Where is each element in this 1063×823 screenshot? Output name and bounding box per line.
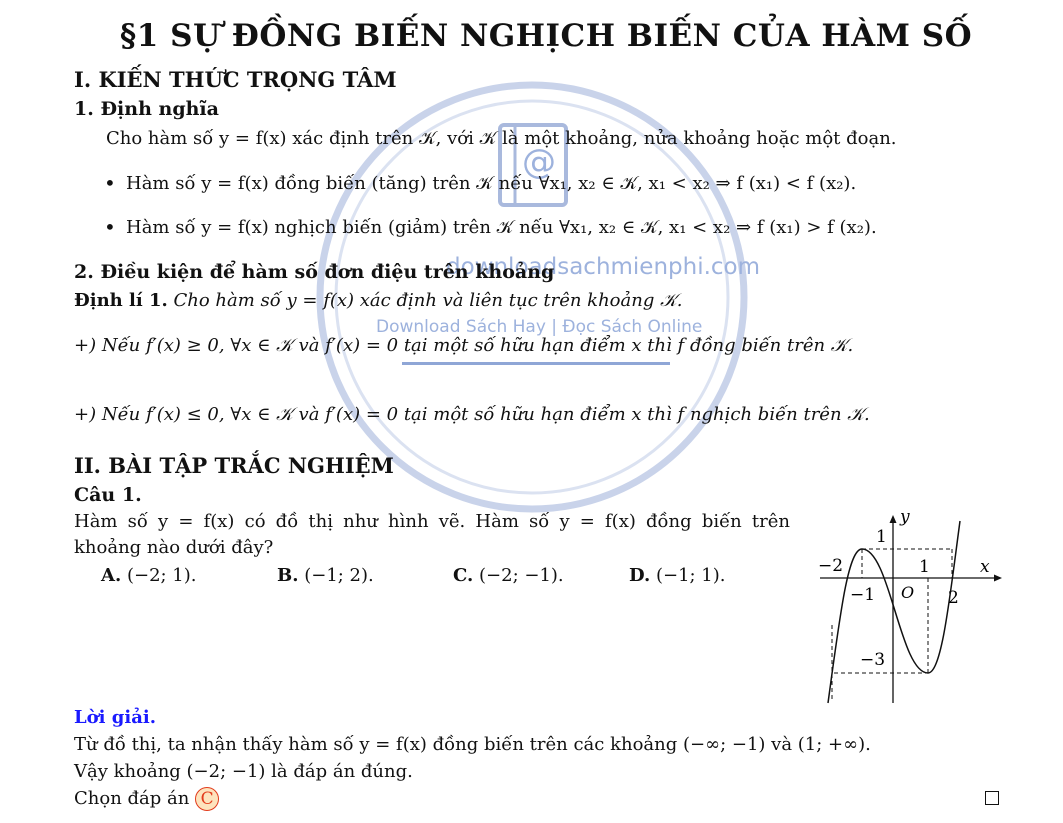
section1-heading: I. KIẾN THỨC TRỌNG TÂM [74,67,397,92]
label-one-x: 1 [919,557,930,577]
option-d-value: (−1; 1). [655,565,726,586]
y-axis-label: y [900,507,910,527]
question-label: Câu 1. [74,484,142,506]
option-c-value: (−2; −1). [479,565,564,586]
solution-label: Lời giải. [74,707,156,728]
option-b-letter: B. [277,565,299,586]
bullet-dot: • [104,171,116,195]
definition-decreasing: Hàm số y = f(x) nghịch biến (giảm) trên 𝒦 nếu ∀x₁, x₂ ∈ 𝒦, x₁ < x₂ ⇒ f (x₁) > f (x₂). [126,217,877,238]
label-two: 2 [948,588,959,608]
solution-text-line1: Từ đồ thị, ta nhận thấy hàm số y = f(x) đồng biến trên các khoảng (−∞; −1) và (1; +∞). [74,734,871,755]
x-axis-label: x [980,557,990,577]
label-one-y: 1 [876,527,887,547]
function-graph [810,505,1010,705]
option-b-value: (−1; 2). [304,565,374,586]
solution-text-line2: Vậy khoảng (−2; −1) là đáp án đúng. [74,761,413,782]
question-text-line2: khoảng nào dưới đây? [74,537,274,558]
y-axis-arrow [890,515,897,523]
option-d-letter: D. [629,565,651,586]
bullet-dot: • [104,215,116,239]
section2-heading: II. BÀI TẬP TRẮC NGHIỆM [74,453,394,478]
answer-badge: C [195,787,219,811]
option-a-value: (−2; 1). [126,565,197,586]
answer-prefix: Chọn đáp án [74,788,190,809]
x-axis-arrow [994,575,1002,582]
watermark-site: downloadsachmienphi.com [446,254,761,280]
option-c-letter: C. [453,565,474,586]
definition-increasing: Hàm số y = f(x) đồng biến (tăng) trên 𝒦 nếu ∀x₁, x₂ ∈ 𝒦, x₁ < x₂ ⇒ f (x₁) < f (x₂). [126,173,857,194]
option-b [277,565,374,586]
function-curve [828,521,960,703]
theorem-condition-increasing: +) Nếu f′(x) ≥ 0, ∀x ∈ 𝒦 và f′(x) = 0 tại một số hữu hạn điểm x thì f đồng biến trên 𝒦. [74,335,854,356]
theorem-text: Cho hàm số y = f(x) xác định và liên tục trên khoảng 𝒦. [173,290,683,311]
origin-label: O [901,583,915,602]
label-minus-one: −1 [850,585,876,605]
option-c [453,565,564,586]
theorem-label: Định lí 1. [74,290,168,311]
definition-heading: 1. Định nghĩa [74,98,219,120]
option-a-letter: A. [101,565,122,586]
theorem-condition-decreasing: +) Nếu f′(x) ≤ 0, ∀x ∈ 𝒦 và f′(x) = 0 tại một số hữu hạn điểm x thì f nghịch biến trên 𝒦. [74,404,870,425]
option-a [101,565,197,586]
watermark-divider [402,362,670,365]
page-title: §1 SỰ ĐỒNG BIẾN NGHỊCH BIẾN CỦA HÀM SỐ [120,18,973,54]
label-minus-three: −3 [860,650,886,670]
definition-intro: Cho hàm số y = f(x) xác định trên 𝒦, với 𝒦 là một khoảng, nửa khoảng hoặc một đoạn. [106,128,897,149]
monotonic-condition-heading: 2. Điều kiện để hàm số đơn điệu trên khoảng [74,261,555,283]
qed-box [985,791,999,805]
theorem [74,290,683,311]
answer-line [74,787,219,811]
watermark-tagline: Download Sách Hay | Đọc Sách Online [376,317,703,337]
label-minus-two: −2 [818,556,844,576]
watermark-emblem: @ [522,142,556,182]
option-d [629,565,726,586]
question-text-line1: Hàm số y = f(x) có đồ thị như hình vẽ. Hàm số y = f(x) đồng biến trên [74,511,790,532]
